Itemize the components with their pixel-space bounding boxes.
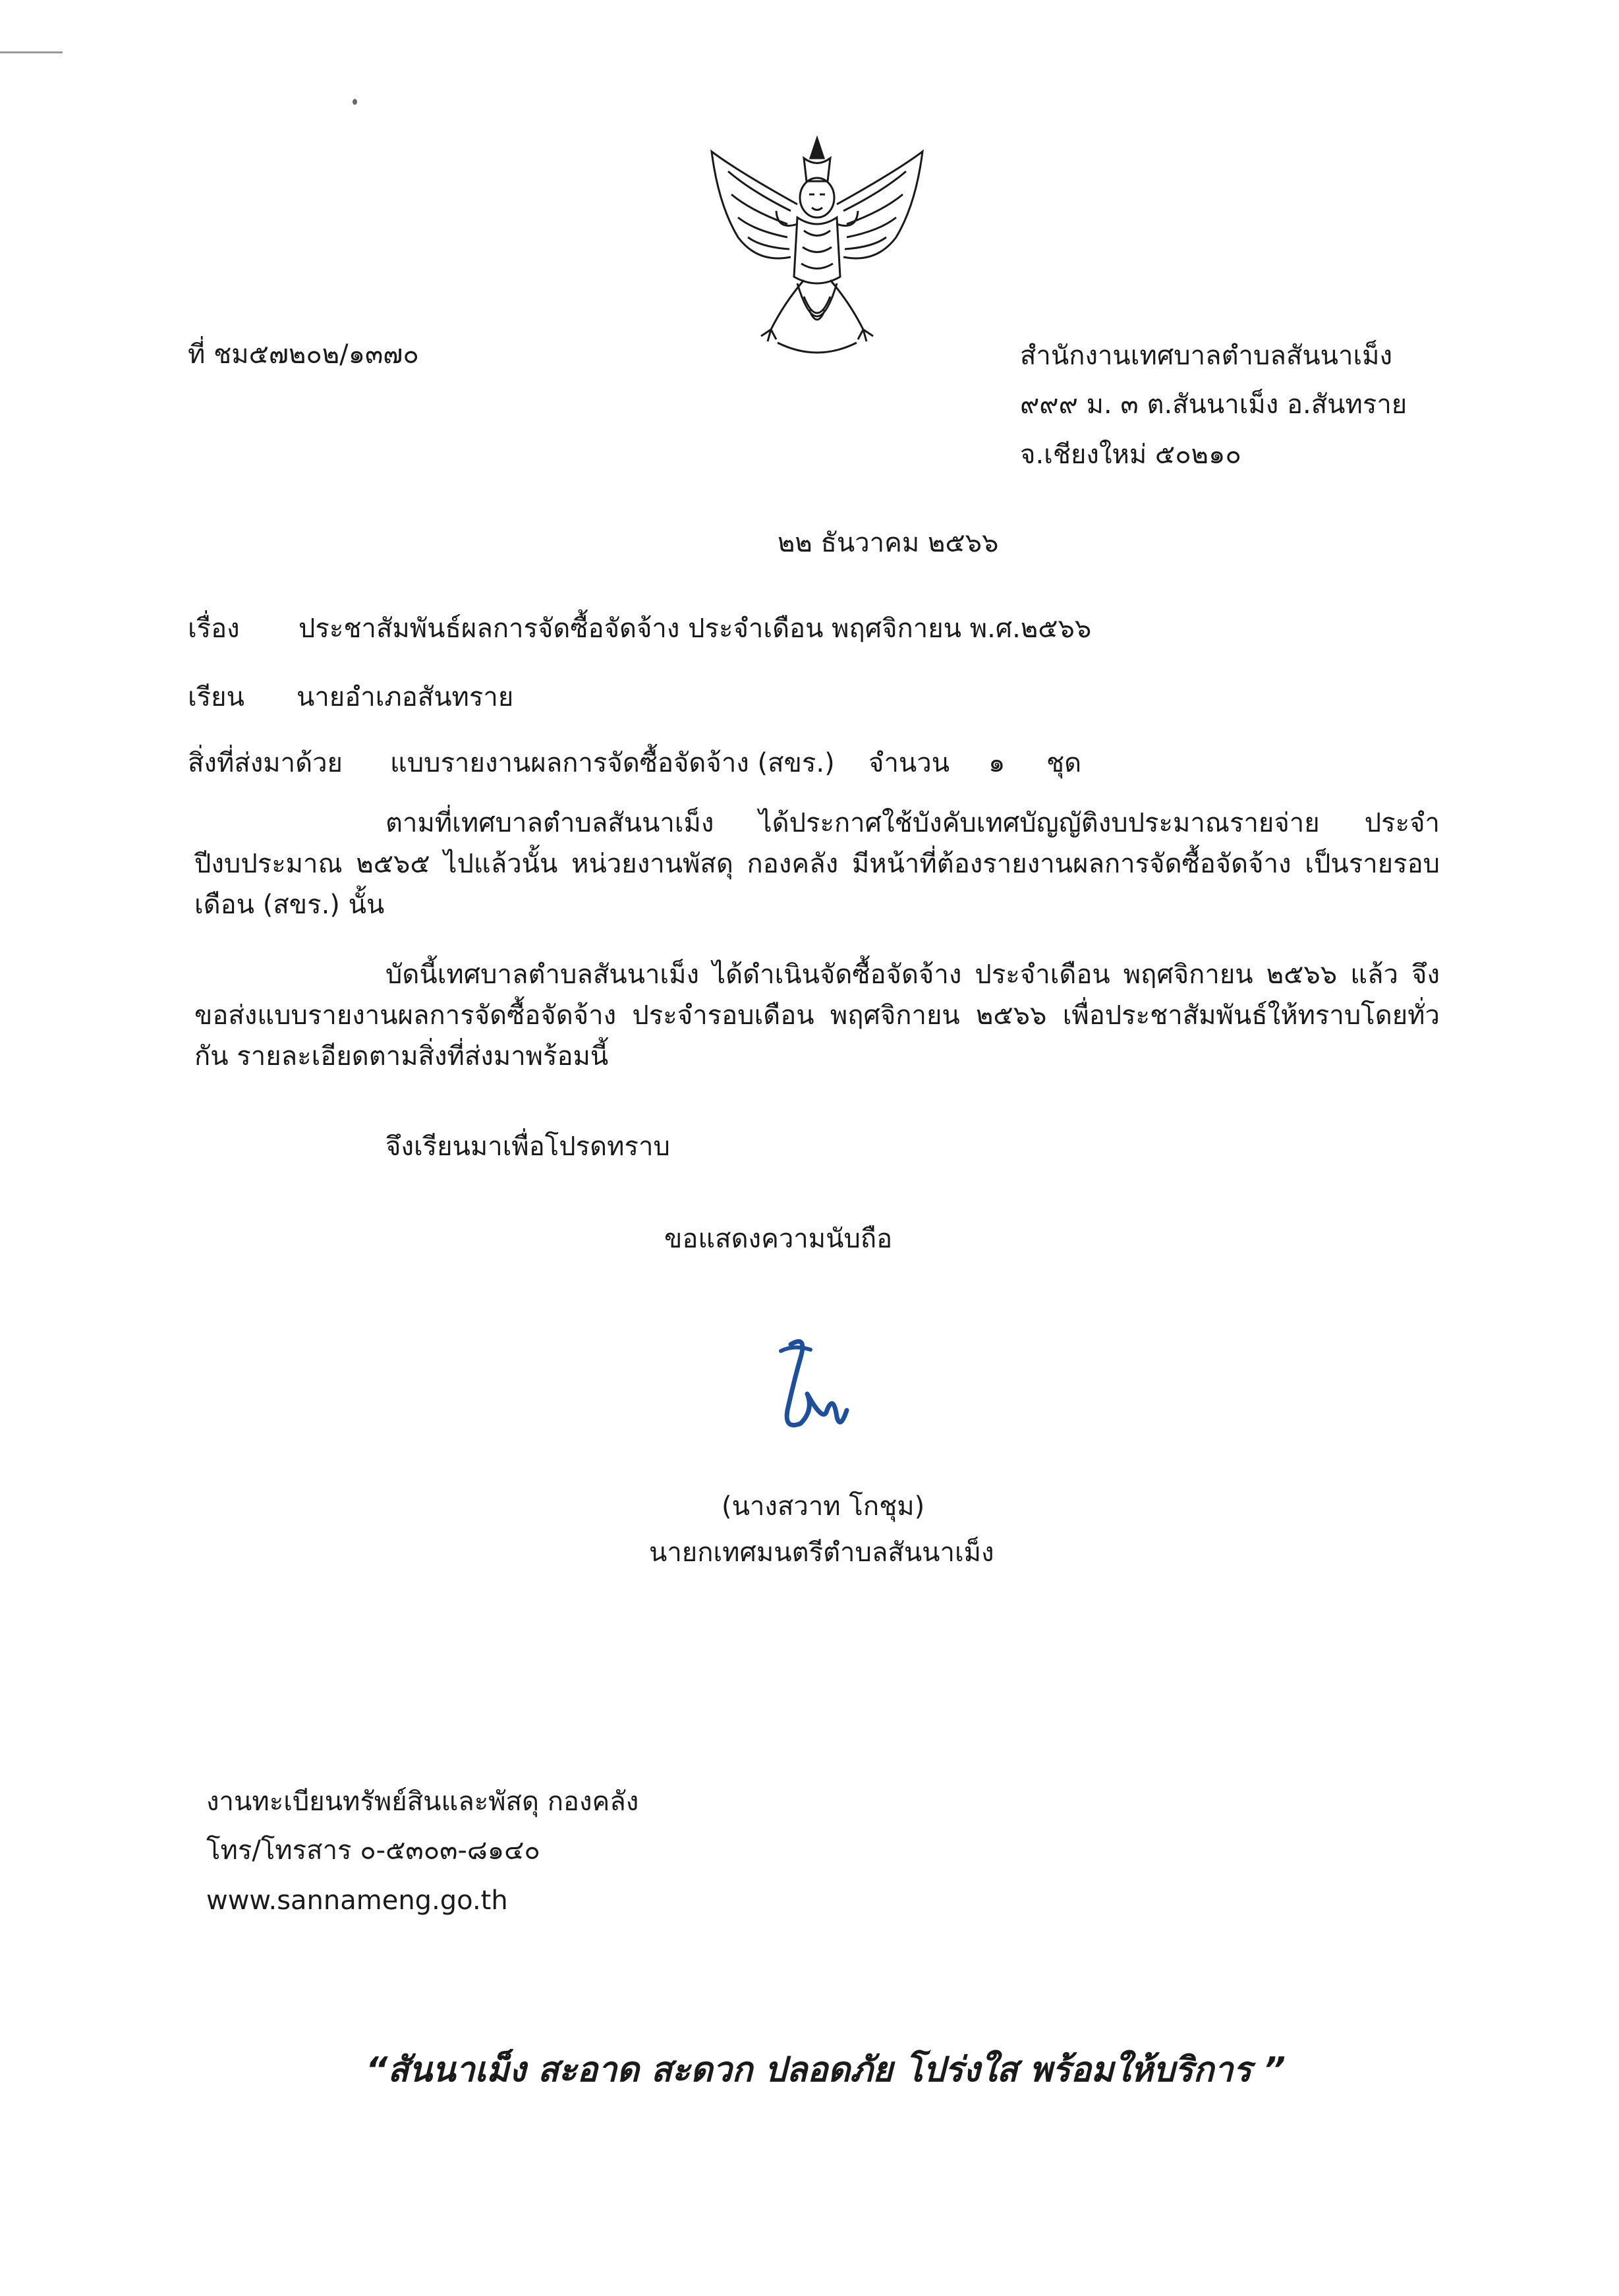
- recipient-label: เรียน: [188, 682, 244, 712]
- enclosure-qty-value: ๑: [988, 748, 1006, 778]
- office-address: ๙๙๙ ม. ๓ ต.สันนาเม็ง อ.สันทราย: [1020, 389, 1407, 420]
- signer-name: (นางสวาท โกชุม): [722, 1491, 925, 1522]
- reference-number: ที่ ชม๕๗๒๐๒/๑๓๗๐: [188, 339, 419, 370]
- footer-department: งานทะเบียนทรัพย์สินและพัสดุ กองคลัง: [206, 1787, 639, 1817]
- municipal-motto: “สันนาเม็ง สะอาด สะดวก ปลอดภัย โปร่งใส พร้อมให้บริการ ”: [366, 2050, 1286, 2090]
- enclosure-qty-unit: ชุด: [1046, 748, 1082, 778]
- signer-position: นายกเทศมนตรีตำบลสันนาเม็ง: [649, 1537, 994, 1568]
- subject-text: ประชาสัมพันธ์ผลการจัดซื้อจัดจ้าง ประจำเดือน พฤศจิกายน พ.ศ.๒๕๖๖: [298, 614, 1092, 644]
- body-paragraph-1: ตามที่เทศบาลตำบลสันนาเม็ง ได้ประกาศใช้บังคับเทศบัญญัติงบประมาณรายจ่าย ประจำปีงบประมาณ ๒๕๖๕ ไปแล้วนั้น หน่วยงานพัสดุ กองคลัง มีหน้าที่ต้องรายงานผลการจัดซื้อจัดจ้าง เป็นรายรอบเดือน (สขร.) นั้น: [194, 808, 1440, 920]
- garuda-emblem-icon: [698, 132, 936, 369]
- footer-phone: โทร/โทรสาร ๐-๕๓๐๓-๘๑๔๐: [206, 1835, 540, 1866]
- body-paragraph-2: บัดนี้เทศบาลตำบลสันนาเม็ง ได้ดำเนินจัดซื้อจัดจ้าง ประจำเดือน พฤศจิกายน ๒๕๖๖ แล้ว จึงขอส่งแบบรายงานผลการจัดซื้อจัดจ้าง ประจำรอบเดือน พฤศจิกายน ๒๕๖๖ เพื่อประชาสัมพันธ์ให้ทราบโดยทั่วกัน รายละเอียดตามสิ่งที่ส่งมาพร้อมนี้: [194, 960, 1440, 1072]
- handwritten-signature: [761, 1331, 853, 1443]
- scan-edge-mark: [0, 51, 63, 53]
- closing-request: จึงเรียนมาเพื่อโปรดทราบ: [385, 1132, 670, 1162]
- recipient-text: นายอำเภอสันทราย: [297, 682, 514, 712]
- enclosure-text: แบบรายงานผลการจัดซื้อจัดจ้าง (สขร.): [390, 748, 835, 778]
- scan-speck: [353, 99, 357, 105]
- salutation: ขอแสดงความนับถือ: [664, 1224, 893, 1254]
- enclosure-label: สิ่งที่ส่งมาด้วย: [188, 748, 343, 778]
- office-name: สำนักงานเทศบาลตำบลสันนาเม็ง: [1020, 341, 1393, 371]
- letter-date: ๒๒ ธันวาคม ๒๕๖๖: [778, 528, 999, 558]
- enclosure-qty-label: จำนวน: [868, 748, 950, 778]
- office-province: จ.เชียงใหม่ ๕๐๒๑๐: [1020, 440, 1241, 470]
- footer-website[interactable]: www.sannameng.go.th: [206, 1885, 508, 1916]
- subject-label: เรื่อง: [188, 614, 240, 644]
